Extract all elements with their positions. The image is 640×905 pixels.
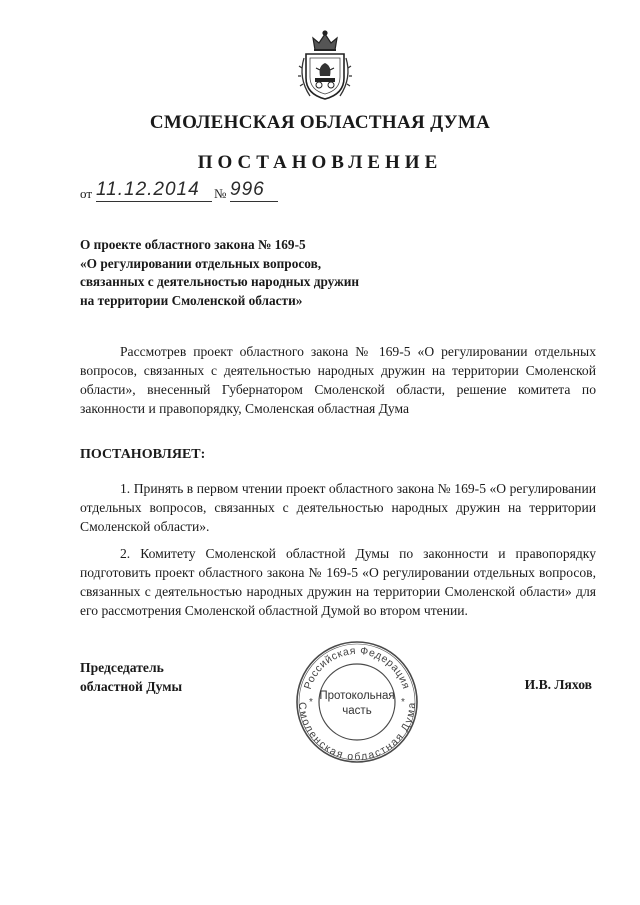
shield-icon xyxy=(306,54,344,99)
document-subject xyxy=(80,236,500,310)
handwritten-date: 11.12.2014 xyxy=(96,179,212,202)
star-icon: * xyxy=(309,697,313,708)
preamble-paragraph: Рассмотрев проект областного закона № 169-5 «О регулировании отдельных вопросов, связанных с деятельностью народных дружин на территории Смоленской области», внесенный Губернатором Смоленской области, решение комитета по законности и правопорядку, Смоленская областная Дума xyxy=(80,344,596,416)
position-line: Председатель xyxy=(80,660,164,675)
crown-icon xyxy=(313,31,337,50)
position-line: областной Думы xyxy=(80,679,183,694)
date-label: от xyxy=(80,186,93,201)
star-icon: * xyxy=(401,697,405,708)
coat-of-arms-emblem xyxy=(296,28,354,102)
subject-line: О проекте областного закона № 169-5 xyxy=(80,237,306,252)
resolution-item-2: 2. Комитету Смоленской областной Думы по законности и правопорядку подготовить проект областного закона № 169-5 «О регулировании отдельных вопросов, связанных с деятельностью народных дружин на территории Смоленской области» для его рассмотрения Смоленской областной Думой во втором чтении. xyxy=(80,546,596,618)
document-type-title: ПОСТАНОВЛЕНИЕ xyxy=(197,152,443,173)
organization-title: СМОЛЕНСКАЯ ОБЛАСТНАЯ ДУМА xyxy=(149,112,491,133)
stamp-ring-top-text: Российская Федерация xyxy=(301,644,413,691)
resolve-heading: ПОСТАНОВЛЯЕТ: xyxy=(80,447,206,462)
stamp-center-line: часть xyxy=(342,705,372,717)
stamp-ring-bottom-text: Смоленская областная Дума xyxy=(295,701,419,764)
official-stamp xyxy=(295,640,419,764)
svg-text:Российская Федерация xyxy=(302,645,412,691)
signatory-name: И.В. Ляхов xyxy=(524,677,592,692)
subject-line: на территории Смоленской области» xyxy=(80,292,303,308)
number-label: № xyxy=(214,186,227,201)
stamp-center-line: Протокольная xyxy=(319,690,395,702)
subject-line: «О регулировании отдельных вопросов, xyxy=(80,255,322,271)
subject-line: связанных с деятельностью народных дружин xyxy=(80,274,360,289)
date-number-line xyxy=(80,178,380,206)
signatory-position xyxy=(80,658,182,696)
handwritten-number: 996 xyxy=(230,179,278,202)
resolution-item-1: 1. Принять в первом чтении проект областного закона № 169-5 «О регулировании отдельных вопросов, связанных с деятельностью народных дружин на территории Смоленской области». xyxy=(80,481,596,534)
